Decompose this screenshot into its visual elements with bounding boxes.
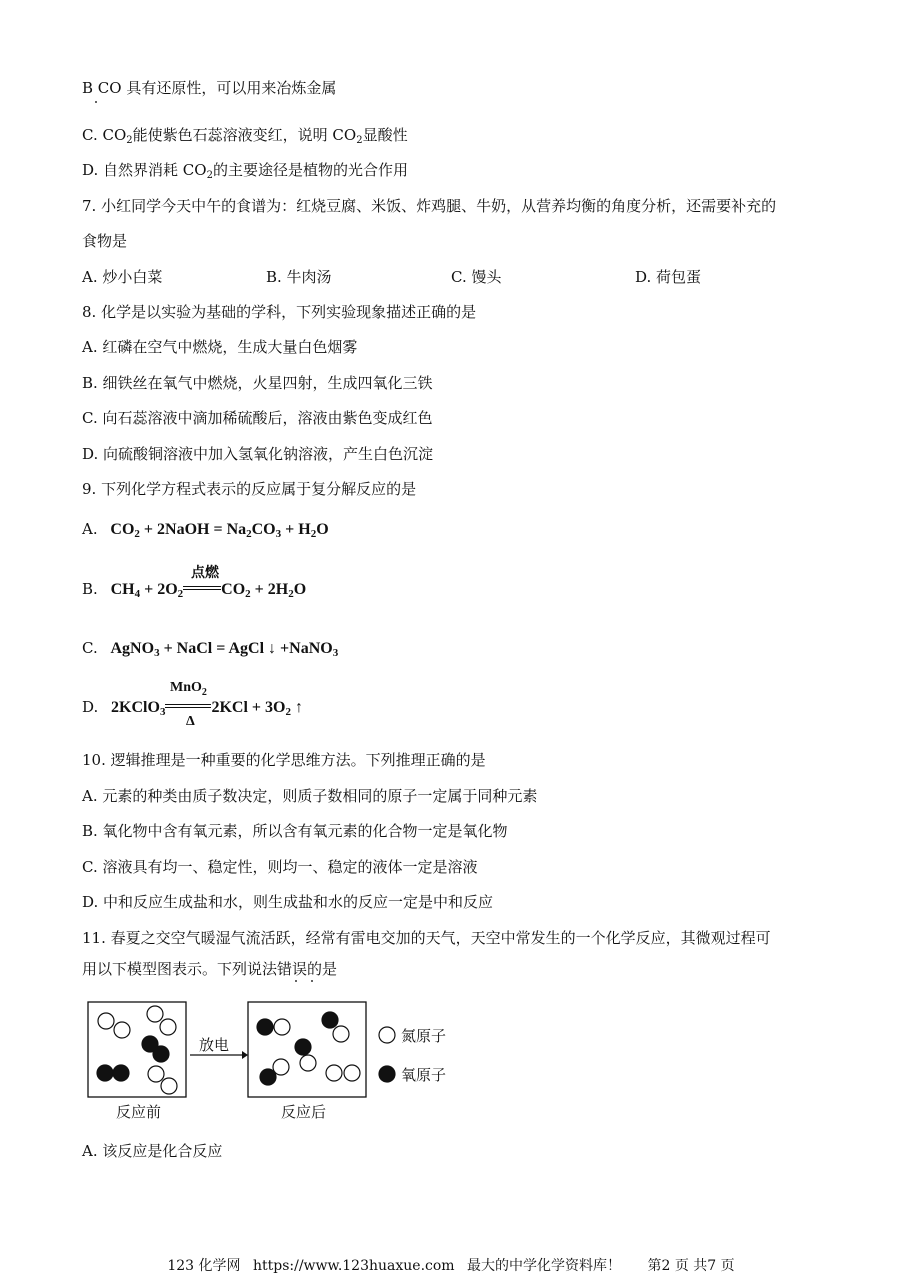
q11-stem-line1: 11. 春夏之交空气暖湿气流活跃，经常有雷电交加的天气，天空中常发生的一个化学反应，其微观过程可 — [82, 929, 771, 947]
q8-option-d: D. 向硫酸铜溶液中加入氢氧化钠溶液，产生白色沉淀 — [82, 445, 434, 463]
q7-option-b: B. 牛肉汤 — [266, 268, 332, 286]
q9-equation-b: B. $CH_4 + 2O_2$ $CO_2 + 2H_2O$ — [82, 580, 307, 600]
page-number: 第2 页 共7 页 — [647, 1258, 735, 1274]
arrow-label: 放电 — [199, 1036, 230, 1054]
q9-equation-c: C. AgNO$_3$ + NaCl = AgCl ↓ +NaNO$_3$ — [82, 639, 339, 659]
q9-stem: 9. 下列化学方程式表示的反应属于复分解反应的是 — [82, 480, 417, 498]
q9-equation-a: A. $CO_2$ + 2NaOH = $Na_2CO_3 + H_2O$ — [82, 520, 329, 540]
q10-option-d: D. 中和反应生成盐和水，则生成盐和水的反应一定是中和反应 — [82, 893, 494, 911]
oxygen-legend-icon — [379, 1066, 395, 1082]
q10-option-c: C. 溶液具有均一、稳定性，则均一、稳定的液体一定是溶液 — [82, 858, 478, 876]
footer-slogan: 最大的中学化学资料库！ — [467, 1258, 622, 1274]
q10-option-b: B. 氧化物中含有氧元素，所以含有氧元素的化合物一定是氧化物 — [82, 822, 508, 840]
legend-oxygen-label: 氧原子 — [401, 1066, 447, 1084]
q8-stem: 8. 化学是以实验为基础的学科，下列实验现象描述正确的是 — [82, 303, 477, 321]
q6-option-b: B CO 具有还原性，可以用来冶炼金属 — [82, 79, 337, 97]
footer-url[interactable]: https://www.123huaxue.com — [252, 1258, 455, 1274]
q7-stem-line1: 7. 小红同学今天中午的食谱为：红烧豆腐、米饭、炸鸡腿、牛奶，从营养均衡的角度分析，还需要补充的 — [82, 197, 777, 215]
nitrogen-legend-icon — [379, 1027, 395, 1043]
q8-option-c: C. 向石蕊溶液中滴加稀硫酸后，溶液由紫色变成红色 — [82, 409, 433, 427]
q9-heat-symbol: Δ — [186, 714, 195, 729]
q7-option-c: C. 馒头 — [451, 268, 502, 286]
q8-option-b: B. 细铁丝在氧气中燃烧，火星四射，生成四氧化三铁 — [82, 374, 433, 392]
emphasis-dot — [295, 980, 297, 982]
q11-option-a: A. 该反应是化合反应 — [82, 1142, 223, 1160]
q10-stem: 10. 逻辑推理是一种重要的化学思维方法。下列推理正确的是 — [82, 751, 486, 769]
q7-option-a: A. 炒小白菜 — [82, 268, 163, 286]
q9-condition-ignite: 点燃 — [191, 566, 219, 581]
q10-option-a: A. 元素的种类由质子数决定，则质子数相同的原子一定属于同种元素 — [82, 787, 538, 805]
after-label: 反应后 — [281, 1103, 327, 1121]
legend-nitrogen-label: 氮原子 — [401, 1027, 447, 1045]
q8-option-a: A. 红磷在空气中燃烧，生成大量白色烟雾 — [82, 338, 358, 356]
page-footer — [0, 1255, 902, 1275]
emphasis-dot — [95, 101, 97, 103]
q9-catalyst: MnO$_2$ — [170, 680, 207, 698]
q6-option-c: C. $CO_2$能使紫色石蕊溶液变红，说明 $CO_2$显酸性 — [82, 126, 408, 146]
q9-equation-d: D. 2KClO$_3$ $2KCl + 3O_2$ ↑ — [82, 698, 303, 718]
q6-option-d: D. 自然界消耗 $CO_2$的主要途径是植物的光合作用 — [82, 161, 408, 181]
emphasis-dot — [311, 980, 313, 982]
footer-site: 123 化学网 — [167, 1258, 241, 1274]
before-label: 反应前 — [116, 1103, 162, 1121]
q11-stem-line2: 用以下模型图表示。下列说法错误的是 — [82, 960, 338, 978]
q7-option-d: D. 荷包蛋 — [635, 268, 702, 286]
q7-stem-line2: 食物是 — [82, 232, 128, 250]
